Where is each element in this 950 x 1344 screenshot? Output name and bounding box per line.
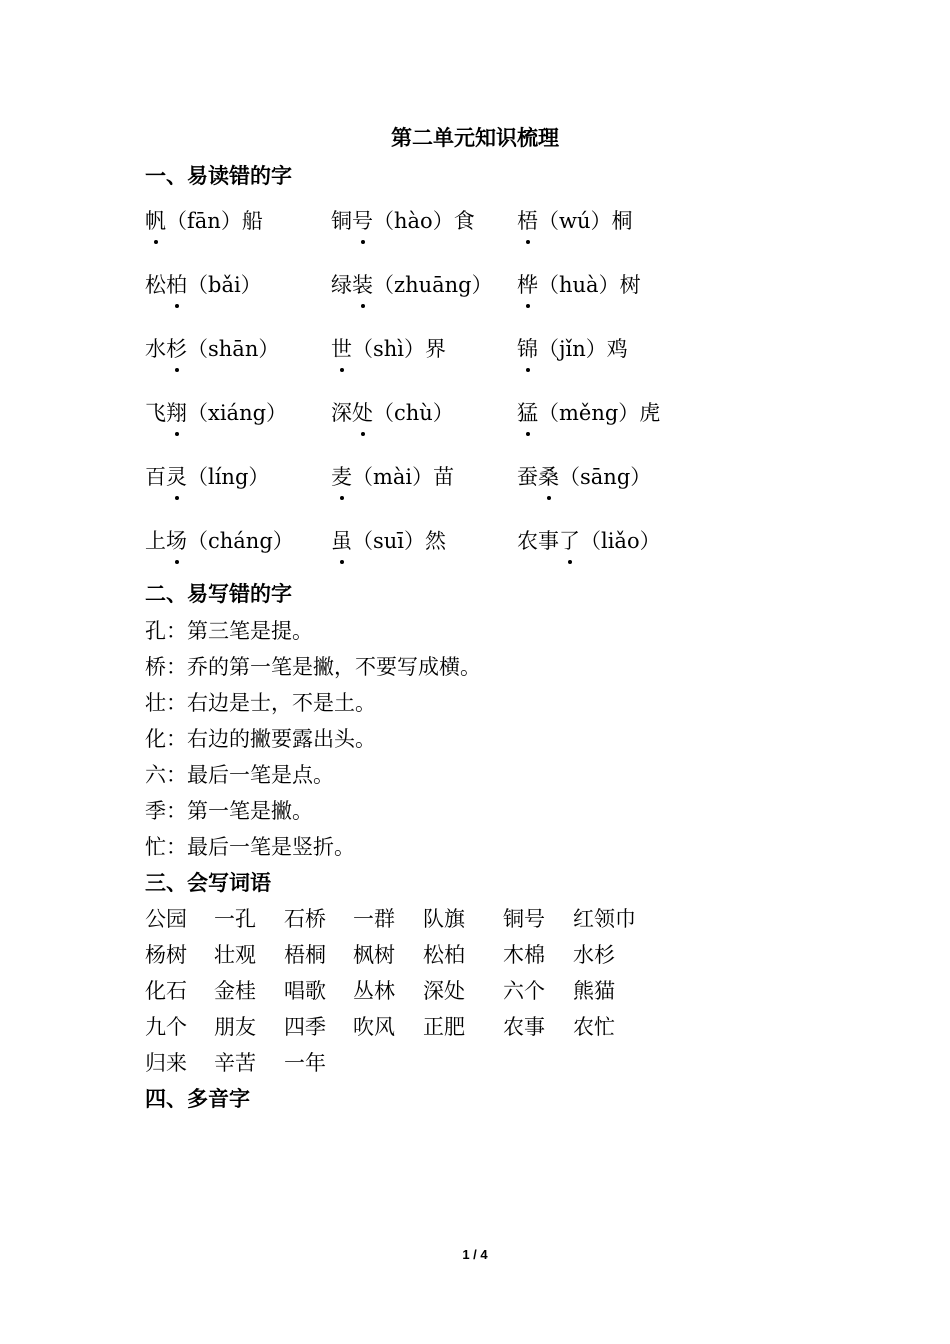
word: 辛苦 (214, 1051, 256, 1075)
pinyin-item: 猛（měng）虎 (517, 397, 660, 427)
pinyin-item: 深处（chù） (331, 397, 454, 427)
note-line: 壮：右边是士，不是土。 (145, 691, 376, 715)
word: 梧桐 (284, 943, 326, 967)
word: 熊猫 (573, 979, 615, 1003)
note-line: 化：右边的撇要露出头。 (145, 727, 376, 751)
word: 农事 (503, 1015, 545, 1039)
word: 一孔 (214, 907, 256, 931)
pinyin-item: 梧（wú）桐 (517, 205, 633, 235)
word: 枫树 (353, 943, 395, 967)
word: 朋友 (214, 1015, 256, 1039)
pinyin-item: 世（shì）界 (331, 333, 446, 363)
section-heading-misread: 一、易读错的字 (145, 164, 292, 188)
word: 九个 (145, 1015, 187, 1039)
section-heading-vocabulary: 三、会写词语 (145, 871, 271, 895)
page-title: 第二单元知识梳理 (391, 126, 559, 150)
word: 归来 (145, 1051, 187, 1075)
note-line: 桥：乔的第一笔是撇，不要写成横。 (145, 655, 481, 679)
pinyin-item: 松柏（bǎi） (145, 269, 262, 299)
pinyin-item: 蚕桑（sāng） (517, 461, 651, 491)
word: 四季 (284, 1015, 326, 1039)
pinyin-item: 农事了（liǎo） (517, 525, 661, 555)
word: 六个 (503, 979, 545, 1003)
word: 化石 (145, 979, 187, 1003)
word: 壮观 (214, 943, 256, 967)
word: 一群 (353, 907, 395, 931)
word: 唱歌 (284, 979, 326, 1003)
word: 队旗 (423, 907, 465, 931)
pinyin-item: 麦（mài）苗 (331, 461, 454, 491)
word: 吹风 (353, 1015, 395, 1039)
note-line: 忙：最后一笔是竖折。 (145, 835, 355, 859)
word: 金桂 (214, 979, 256, 1003)
pinyin-item: 绿装（zhuāng） (331, 269, 493, 299)
word: 石桥 (284, 907, 326, 931)
word: 杨树 (145, 943, 187, 967)
pinyin-item: 飞翔（xiáng） (145, 397, 287, 427)
word: 正肥 (423, 1015, 465, 1039)
word: 松柏 (423, 943, 465, 967)
word: 公园 (145, 907, 187, 931)
pinyin-item: 帆（fān）船 (145, 205, 263, 235)
pinyin-item: 虽（suī）然 (331, 525, 446, 555)
word: 水杉 (573, 943, 615, 967)
word: 农忙 (573, 1015, 615, 1039)
note-line: 六：最后一笔是点。 (145, 763, 334, 787)
section-heading-polyphones: 四、多音字 (145, 1087, 250, 1111)
word: 深处 (423, 979, 465, 1003)
section-heading-miswritten: 二、易写错的字 (145, 582, 292, 606)
pinyin-item: 上场（cháng） (145, 525, 294, 555)
pinyin-item: 铜号（hào）食 (331, 205, 475, 235)
pinyin-item: 水杉（shān） (145, 333, 279, 363)
pinyin-item: 桦（huà）树 (517, 269, 641, 299)
note-line: 孔：第三笔是提。 (145, 619, 313, 643)
word: 铜号 (503, 907, 545, 931)
note-line: 季：第一笔是撇。 (145, 799, 313, 823)
word: 红领巾 (573, 907, 636, 931)
pinyin-item: 百灵（líng） (145, 461, 269, 491)
word: 丛林 (353, 979, 395, 1003)
word: 木棉 (503, 943, 545, 967)
word: 一年 (284, 1051, 326, 1075)
page-number: 1 / 4 (462, 1247, 488, 1262)
pinyin-item: 锦（jǐn）鸡 (517, 333, 628, 363)
